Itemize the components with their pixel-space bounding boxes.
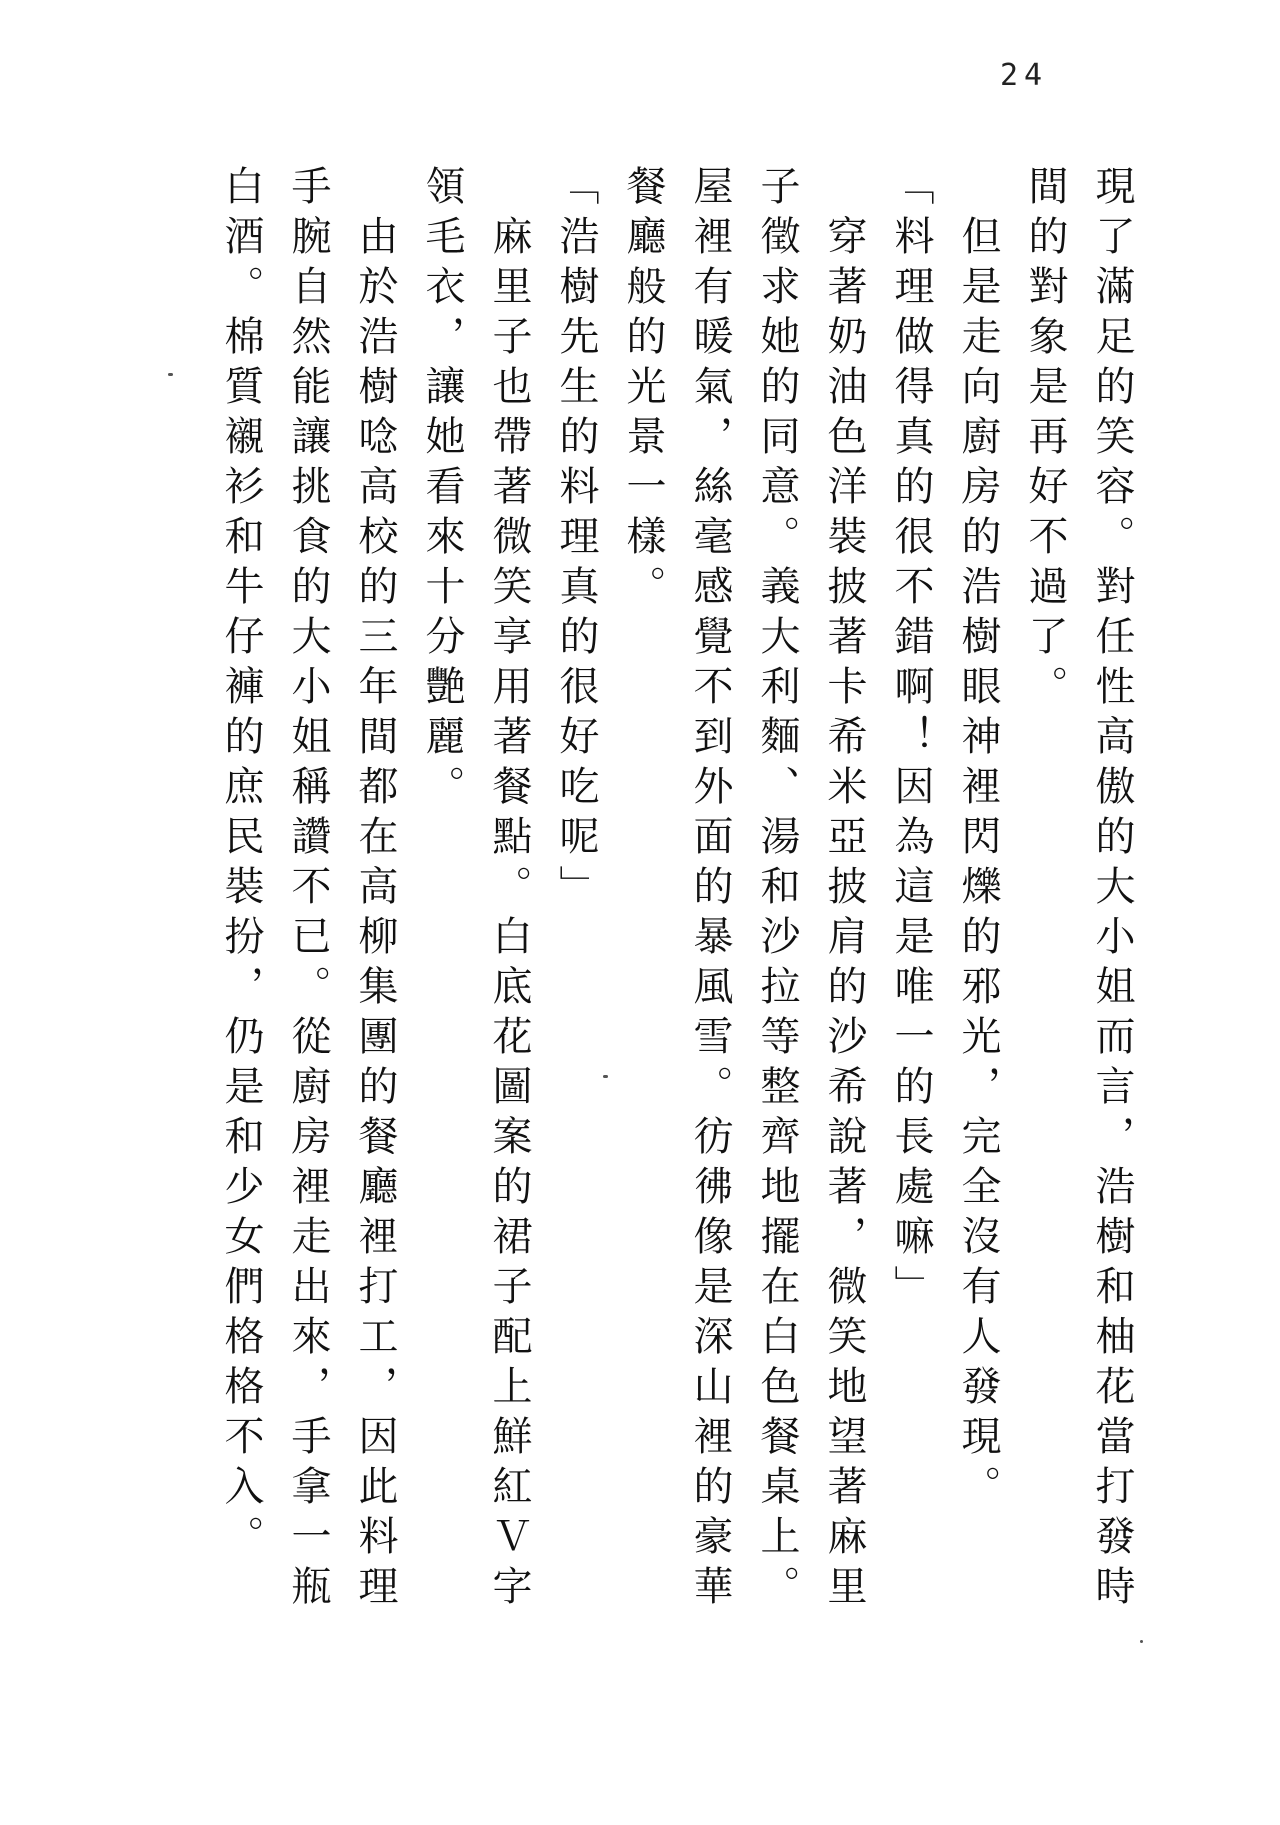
text-column-10: 麻里子也帶著微笑享用著餐點。白底花圖案的裙子配上鮮紅Ｖ字 [486, 165, 532, 1615]
text-column-6: 子徵求她的同意。義大利麵、湯和沙拉等整齊地擺在白色餐桌上。 [754, 165, 800, 1615]
text-column-3: 但是走向廚房的浩樹眼神裡閃爍的邪光，完全沒有人發現。 [955, 165, 1001, 1515]
text-column-12: 由於浩樹唸高校的三年間都在高柳集團的餐廳裡打工，因此料理 [352, 165, 398, 1615]
text-column-1: 現了滿足的笑容。對任性高傲的大小姐而言，浩樹和柚花當打發時 [1089, 165, 1135, 1615]
scan-speck [1140, 1640, 1143, 1643]
text-column-4: 「料理做得真的很不錯啊！因為這是唯一的長處嘛」 [888, 165, 934, 1315]
page-number: 24 [1000, 58, 1049, 93]
text-column-13: 手腕自然能讓挑食的大小姐稱讚不已。從廚房裡走出來，手拿一瓶 [285, 165, 331, 1615]
text-column-9: 「浩樹先生的料理真的很好吃呢」 [553, 165, 599, 915]
text-column-14: 白酒。棉質襯衫和牛仔褲的庶民裝扮，仍是和少女們格格不入。 [218, 165, 264, 1565]
scan-speck [603, 1075, 608, 1078]
text-column-7: 屋裡有暖氣，絲毫感覺不到外面的暴風雪。彷彿像是深山裡的豪華 [687, 165, 733, 1615]
vertical-text-body [218, 165, 1135, 1705]
text-column-5: 穿著奶油色洋裝披著卡希米亞披肩的沙希說著，微笑地望著麻里 [821, 165, 867, 1615]
text-column-2: 間的對象是再好不過了。 [1022, 165, 1068, 715]
text-column-8: 餐廳般的光景一樣。 [620, 165, 666, 615]
text-column-11: 領毛衣，讓她看來十分艷麗。 [419, 165, 465, 815]
scan-speck [168, 373, 173, 376]
